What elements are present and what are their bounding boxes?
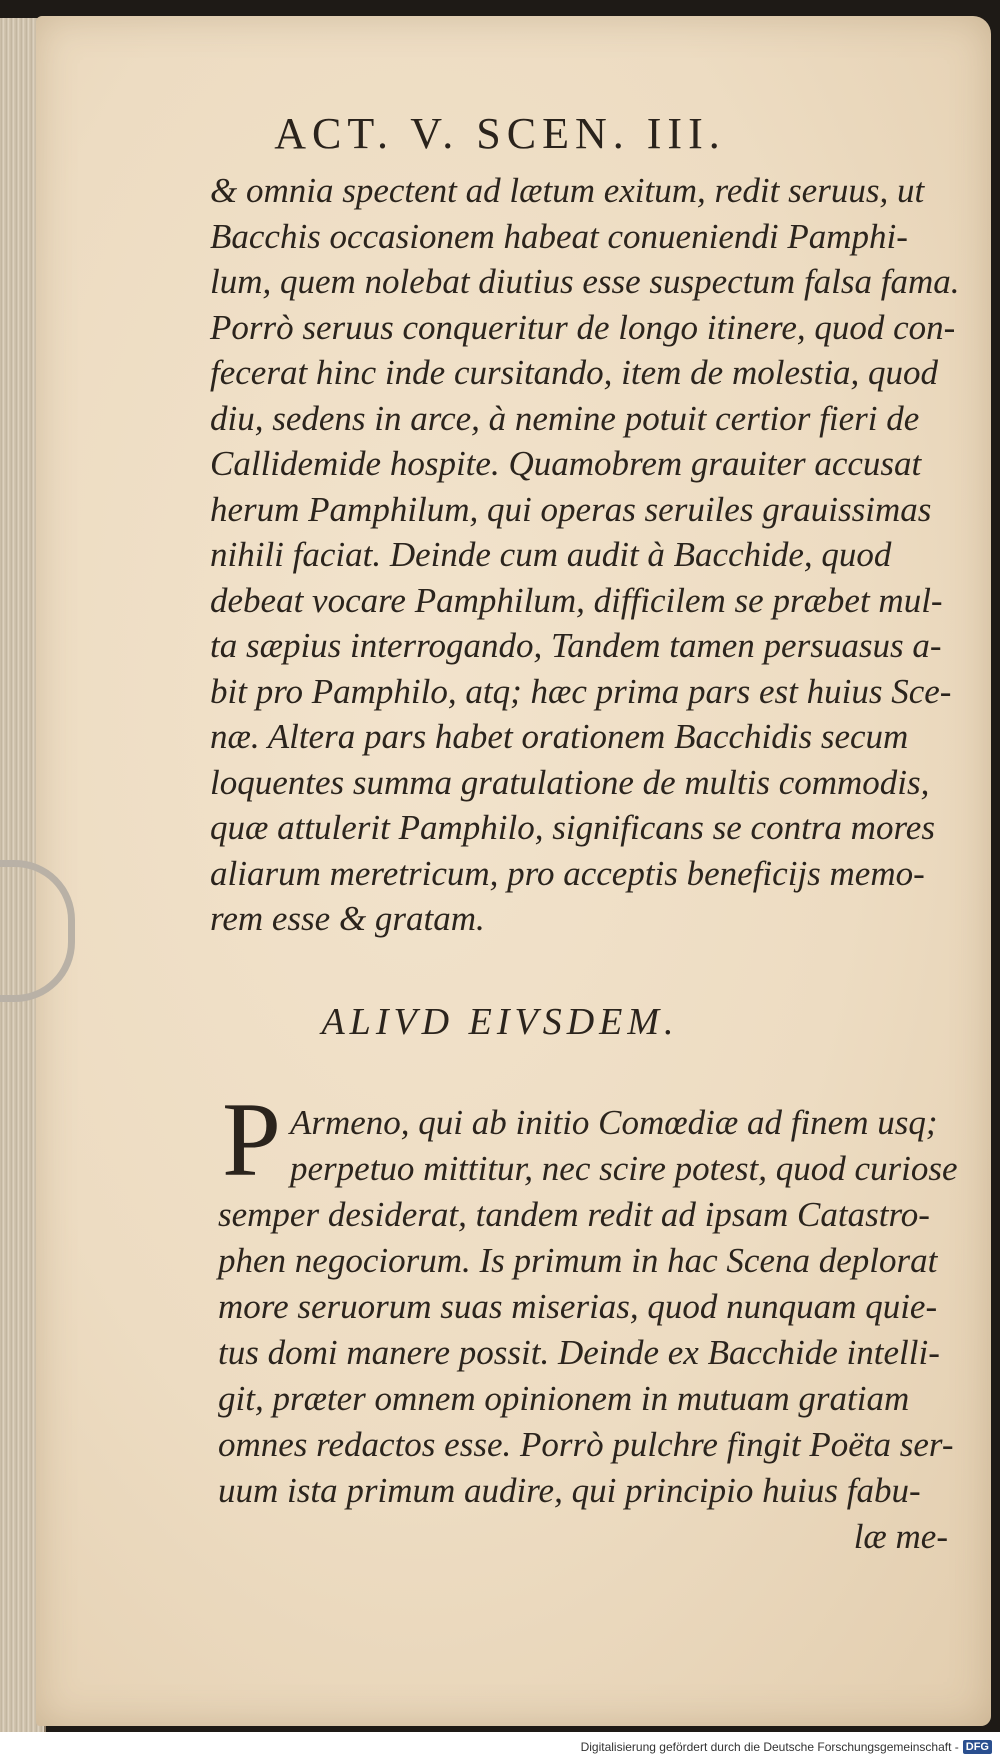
text-line: lum, quem nolebat diutius esse suspectum falsa fama.: [210, 262, 960, 301]
paragraph-2: [218, 1100, 988, 1560]
text-line: Armeno, qui ab initio Comœdiæ ad finem usq;: [290, 1103, 938, 1142]
text-line: perpetuo mittitur, nec scire potest, quod curiose: [290, 1149, 958, 1188]
text-line: aliarum meretricum, pro acceptis beneficijs memo-: [210, 853, 925, 893]
text-line: rem esse & gratam.: [210, 899, 485, 938]
text-line: & omnia spectent ad lætum exitum, redit seruus, ut: [210, 171, 925, 210]
text-line: quæ attulerit Pamphilo, significans se contra mores: [210, 808, 935, 847]
text-line: Porrò seruus conqueritur de longo itinere, quod con-: [210, 307, 956, 347]
text-line: tus domi manere possit. Deinde ex Bacchide intelli-: [218, 1333, 940, 1372]
text-line: semper desiderat, tandem redit ad ipsam Catastro-: [218, 1195, 930, 1234]
text-line: læ me-: [853, 1517, 948, 1556]
text-line: fecerat hinc inde cursitando, item de molestia, quod: [210, 353, 939, 392]
text-line: næ. Altera pars habet orationem Bacchidis secum: [210, 717, 909, 756]
text-line: Callidemide hospite. Quamobrem grauiter accusat: [210, 444, 922, 483]
text-line: herum Pamphilum, qui operas seruiles grauissimas: [210, 489, 932, 529]
text-line: git, præter omnem opinionem in mutuam gratiam: [218, 1379, 910, 1418]
text-line: debeat vocare Pamphilum, difficilem se præbet mul-: [210, 580, 943, 620]
drop-cap: P: [222, 1081, 281, 1198]
text-line: diu, sedens in arce, à nemine potuit certior fieri de: [210, 398, 920, 438]
text-line: nihili faciat. Deinde cum audit à Bacchide, quod: [210, 535, 892, 574]
section-title: ALIVD EIVSDEM.: [321, 1001, 679, 1043]
text-line: Bacchis occasionem habeat conueniendi Pamphi-: [210, 216, 908, 256]
text-line: uum ista primum audire, qui principio huius fabu-: [218, 1471, 921, 1510]
paragraph-1: [210, 168, 980, 942]
text-line: more seruorum suas miserias, quod nunquam quie-: [218, 1287, 938, 1326]
running-head: ACT. V. SCEN. III.: [274, 109, 726, 158]
text-line: bit pro Pamphilo, atq; hæc prima pars est huius Sce-: [210, 671, 952, 711]
text-line: loquentes summa gratulatione de multis commodis,: [210, 762, 930, 802]
digitization-credit: [581, 1740, 992, 1754]
text-line: phen negociorum. Is primum in hac Scena deplorat: [218, 1241, 938, 1280]
dfg-logo-icon: DFG: [963, 1740, 992, 1754]
footer-text: Digitalisierung gefördert durch die Deutsche Forschungsgemeinschaft -: [580, 1740, 959, 1754]
text-line: ta sæpius interrogando, Tandem tamen persuasus a-: [210, 626, 942, 665]
text-line: omnes redactos esse. Porrò pulchre fingit Poëta ser-: [218, 1425, 954, 1464]
